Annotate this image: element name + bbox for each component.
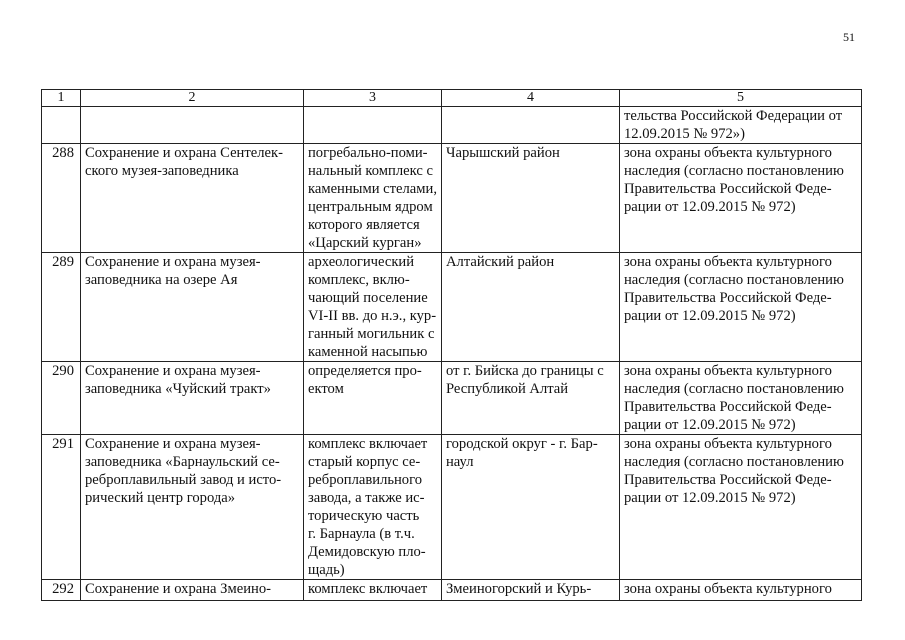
header-col-5: 5 [620, 90, 862, 107]
cell-basis [620, 107, 862, 144]
cell-description-text: погребально-поми- нальный комплекс с каменными стелами, центральным ядром которого является «Царский курган» [308, 145, 437, 251]
cell-location-text: от г. Бийска до границы с Республикой Алтай [446, 363, 604, 397]
cell-basis [620, 144, 862, 253]
cell-basis-text: зона охраны объекта культурного [624, 581, 832, 597]
header-row [42, 90, 862, 107]
header-col-4: 4 [442, 90, 620, 107]
cell-num: 289 [42, 253, 81, 362]
table-row [42, 362, 862, 435]
cell-location [442, 253, 620, 362]
header-col-3: 3 [304, 90, 442, 107]
header-col-2: 2 [81, 90, 304, 107]
cell-description [304, 362, 442, 435]
cell-location [442, 580, 620, 601]
cell-location [442, 144, 620, 253]
table-row [42, 435, 862, 580]
cell-num: 290 [42, 362, 81, 435]
cell-description-text: комплекс включает [308, 581, 428, 597]
cell-basis [620, 435, 862, 580]
cell-num [42, 107, 81, 144]
cell-location-text: Чарышский район [446, 145, 560, 161]
cell-name-text: Сохранение и охрана музея- заповедника «Чуйский тракт» [85, 363, 271, 397]
cell-location [442, 435, 620, 580]
table-row [42, 580, 862, 601]
page-number: 51 [843, 30, 855, 44]
register-table [41, 89, 862, 601]
cell-num: 292 [42, 580, 81, 601]
cell-location-text: Змеиногорский и Курь- [446, 581, 592, 597]
cell-name-text: Сохранение и охрана музея- заповедника «Барнаульский се- реброплавильный завод и исто- рический центр города» [85, 436, 282, 506]
cell-name [81, 107, 304, 144]
cell-location-text: городской округ - г. Бар- наул [446, 436, 598, 470]
cell-basis-text: зона охраны объекта культурного наследия (согласно постановлению Правительства Российской Феде- рации от 12.09.2015 № 972) [624, 436, 844, 506]
cell-location [442, 362, 620, 435]
table-row-continuation [42, 107, 862, 144]
cell-description-text: комплекс включает старый корпус се- реброплавильного завода, а также ис- торическую часть г. Барнаула (в т.ч. Демидовскую пло- щадь) [308, 436, 428, 578]
cell-name-text: Сохранение и охрана Сентелек- ского музея-заповедника [85, 145, 283, 179]
cell-basis [620, 253, 862, 362]
cell-description [304, 580, 442, 601]
cell-basis [620, 580, 862, 601]
cell-description [304, 107, 442, 144]
cell-name [81, 253, 304, 362]
cell-name [81, 144, 304, 253]
cell-num: 288 [42, 144, 81, 253]
cell-name [81, 580, 304, 601]
cell-description-text: определяется про- ектом [308, 363, 422, 397]
table-row [42, 144, 862, 253]
cell-basis-text: зона охраны объекта культурного наследия (согласно постановлению Правительства Российской Феде- рации от 12.09.2015 № 972) [624, 145, 844, 215]
cell-description [304, 253, 442, 362]
cell-description [304, 435, 442, 580]
cell-description [304, 144, 442, 253]
cell-location-text: Алтайский район [446, 254, 555, 270]
cell-name [81, 362, 304, 435]
cell-name-text: Сохранение и охрана музея- заповедника на озере Ая [85, 254, 261, 288]
header-col-1: 1 [42, 90, 81, 107]
cell-basis-text: зона охраны объекта культурного наследия (согласно постановлению Правительства Российской Феде- рации от 12.09.2015 № 972) [624, 363, 844, 433]
cell-location [442, 107, 620, 144]
cell-name [81, 435, 304, 580]
cell-description-text: археологический комплекс, вклю- чающий поселение VI-II вв. до н.э., кур- ганный могильник с каменной насыпью [308, 254, 437, 360]
cell-basis-text: тельства Российской Федерации от 12.09.2015 № 972») [624, 108, 843, 142]
table-row [42, 253, 862, 362]
cell-name-text: Сохранение и охрана Змеино- [85, 581, 271, 597]
cell-basis-text: зона охраны объекта культурного наследия (согласно постановлению Правительства Российской Феде- рации от 12.09.2015 № 972) [624, 254, 844, 324]
cell-num: 291 [42, 435, 81, 580]
cell-basis [620, 362, 862, 435]
